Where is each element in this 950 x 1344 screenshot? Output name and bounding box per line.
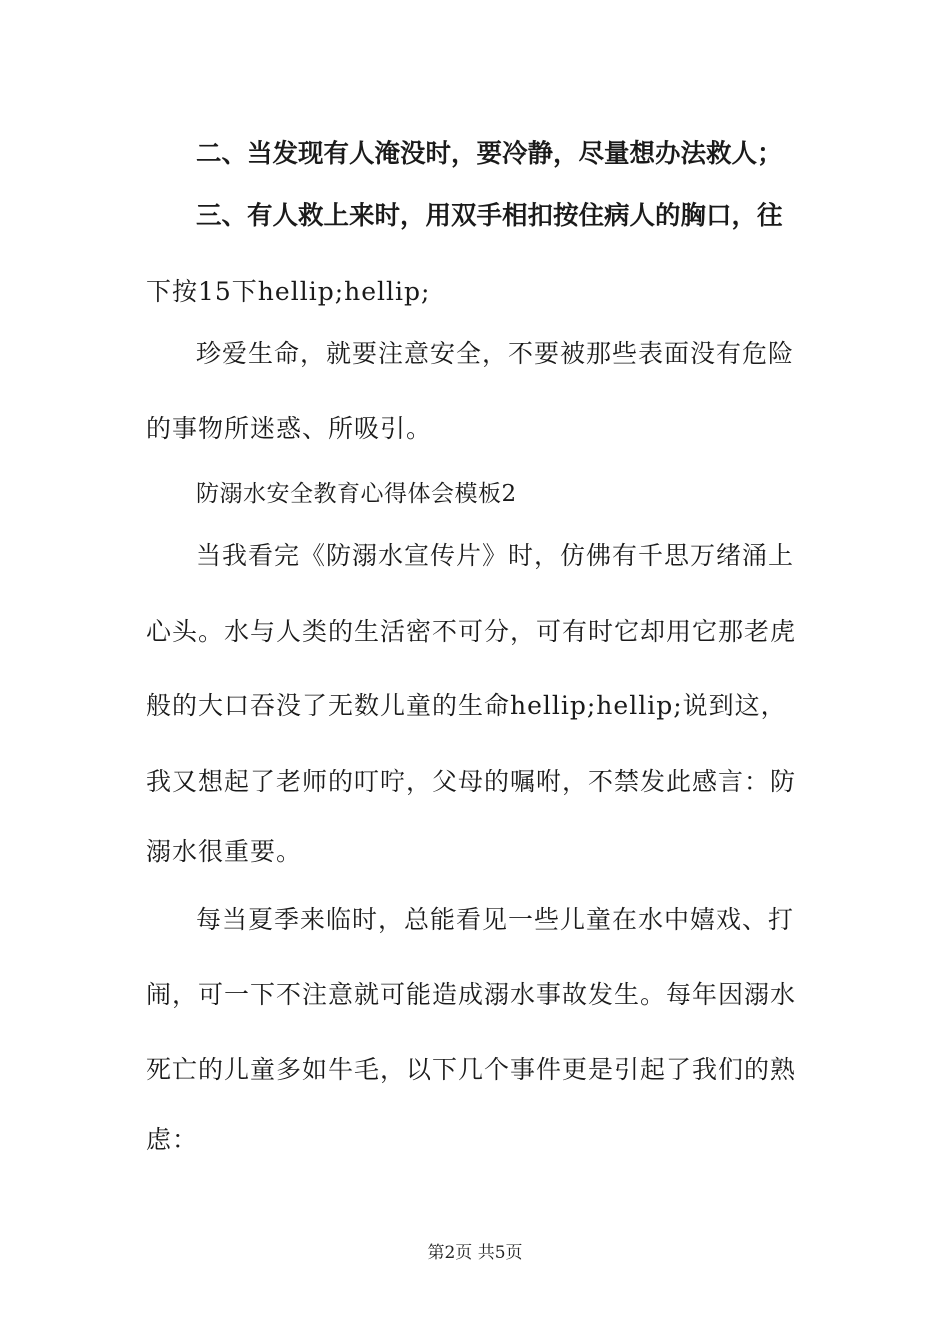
paragraph-line: 溺水很重要。 — [146, 837, 303, 866]
section-heading: 防溺水安全教育心得体会模板2 — [196, 481, 517, 507]
page-number-footer: 第2页 共5页 — [427, 1243, 523, 1263]
paragraph-line: 二、当发现有人淹没时，要冷静，尽量想办法救人； — [196, 139, 783, 169]
paragraph-line: 三、有人救上来时，用双手相扣按住病人的胸口，往 — [196, 201, 783, 231]
paragraph-line: 闹，可一下不注意就可能造成溺水事故发生。每年因溺水 — [146, 980, 797, 1009]
paragraph-line: 虑： — [146, 1125, 199, 1154]
paragraph-line: 当我看完《防溺水宣传片》时，仿佛有千思万绪涌上 — [196, 541, 795, 570]
paragraph-line: 我又想起了老师的叮咛，父母的嘱咐，不禁发此感言：防 — [146, 767, 797, 796]
paragraph-line: 每当夏季来临时，总能看见一些儿童在水中嬉戏、打 — [196, 905, 795, 934]
paragraph-line: 死亡的儿童多如牛毛，以下几个事件更是引起了我们的熟 — [146, 1055, 797, 1084]
paragraph-line: 心头。水与人类的生活密不可分，可有时它却用它那老虎 — [146, 617, 797, 646]
paragraph-line: 下按15下hellip;hellip; — [146, 277, 431, 306]
paragraph-line: 般的大口吞没了无数儿童的生命hellip;hellip;说到这， — [146, 691, 787, 720]
paragraph-line: 的事物所迷惑、所吸引。 — [146, 414, 433, 443]
paragraph-line: 珍爱生命，就要注意安全，不要被那些表面没有危险 — [196, 339, 795, 368]
